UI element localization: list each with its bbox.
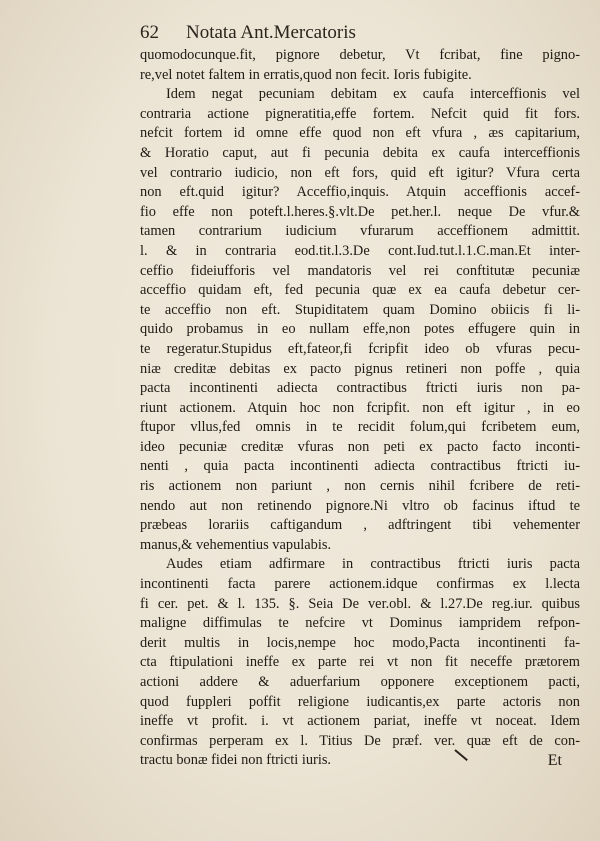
text-line: non eft.quid igitur? Acceffio,inquis. Atquin acceffionis accef- [140, 184, 580, 201]
text-line: pacta incontinenti adiecta contractibus ftricti iuris non pa- [140, 380, 580, 397]
page-number: 62 [140, 22, 159, 43]
text-line: incontinenti facta parere actionem.idque confirmas ex l.lecta [140, 576, 580, 593]
text-line: vel contrario iudicio, non eft fors, quid eft igitur? Vfura certa [140, 164, 580, 181]
body-text [140, 46, 580, 771]
text-line: re,vel notet faltem in erratis,quod non fecit. Ioris fubigite. [140, 66, 472, 83]
text-line: contraria actione pigneratitia,effe fortem. Nefcit quid fit fors. [140, 105, 580, 122]
text-line: ideo pecuniæ creditæ vfuras non peti ex pacto facto inconti- [140, 438, 580, 455]
text-line: fi cer. pet. & l. 135. §. Seia De ver.obl. & l.27.De reg.iur. quibus [140, 595, 580, 612]
text-line: Audes etiam adfirmare in contractibus ftricti iuris pacta [166, 556, 580, 573]
text-line: & Horatio caput, aut fi pecunia debita ex caufa interceffionis [140, 144, 580, 161]
text-line: ceffio fideiufforis vel mandatoris vel rei conftitutæ pecuniæ [140, 262, 580, 279]
text-line: præbeas lorariis caftigandum , adftringent tibi vehementer [140, 517, 580, 534]
text-line: te regeratur.Stupidus eft,fateor,fi fcripfit ideo ob vfuras pecu- [140, 340, 580, 357]
text-line: tamen contrarium iudicium vfurarum acceffionem admittit. [140, 223, 580, 240]
text-line: manus,& vehementius vapulabis. [140, 536, 332, 553]
text-line: ris actionem non pariunt , non cernis nihil fcribere de reti- [140, 478, 580, 495]
text-line: nendo aut non retinendo pignore.Ni vltro ob facinus iftud te [140, 497, 580, 514]
running-title: Notata Ant.Mercatoris [186, 22, 356, 43]
page-header [140, 22, 480, 46]
text-line: quod fuppleri poffit religione iudicantis,ex parte actoris non [140, 693, 580, 710]
text-line: acceffio quidam eft, fed pecunia quæ ex ea caufa debetur cer- [140, 282, 580, 299]
text-line: nefcit fortem id omne effe quod non eft vfura , æs capitarium, [140, 125, 580, 142]
text-line: ftupor vllus,fed omnis in te recidit folum,qui fcribetem eum, [140, 419, 580, 436]
text-line: confirmas perperam ex l. Titius De præf. ver. quæ eft de con- [140, 732, 580, 749]
text-line: ineffe vt profit. i. vt actionem pariat, ineffe vt noceat. Idem [140, 713, 580, 730]
text-line: maligne diffimulas te nefcire vt Dominus iampridem refpon- [140, 615, 580, 632]
text-line: quido probamus in eo nullam effe,non potes effugere quin in [140, 321, 580, 338]
text-line: fio effe non poteft.l.heres.§.vlt.De pet.her.l. neque De vfur.& [140, 203, 580, 220]
text-line: nenti , quia pacta incontinenti adiecta contractibus ftricti iu- [140, 458, 580, 475]
text-line: cta ftipulationi ineffe ex parte rei vt non fit neceffe prætorem [140, 654, 580, 671]
text-line: niæ creditæ debitas ex pacto pignus retineri non poffe , quia [140, 360, 580, 377]
text-line: riunt actionem. Atquin hoc non fcripfit. non eft igitur , in eo [140, 399, 580, 416]
text-line: quomodocunque.fit, pignore debetur, Vt fcribat, fine pigno- [140, 47, 580, 63]
text-line: l. & in contraria eod.tit.l.3.De cont.Iud.tut.l.1.C.man.Et inter- [140, 242, 580, 259]
text-line: derit multis in locis,nempe hoc modo,Pacta incontinenti fa- [140, 634, 580, 651]
text-line: te acceffio non eft. Stupiditatem quam Domino obiicis fi li- [140, 301, 580, 318]
text-line: actioni addere & aduerfarium opponere exceptionem pacti, [140, 674, 580, 690]
text-line: Idem negat pecuniam debitam ex caufa interceffionis vel [166, 86, 580, 103]
catchword: Et [547, 752, 562, 769]
text-line: tractu bonæ fidei non ftricti iuris. [140, 752, 332, 769]
